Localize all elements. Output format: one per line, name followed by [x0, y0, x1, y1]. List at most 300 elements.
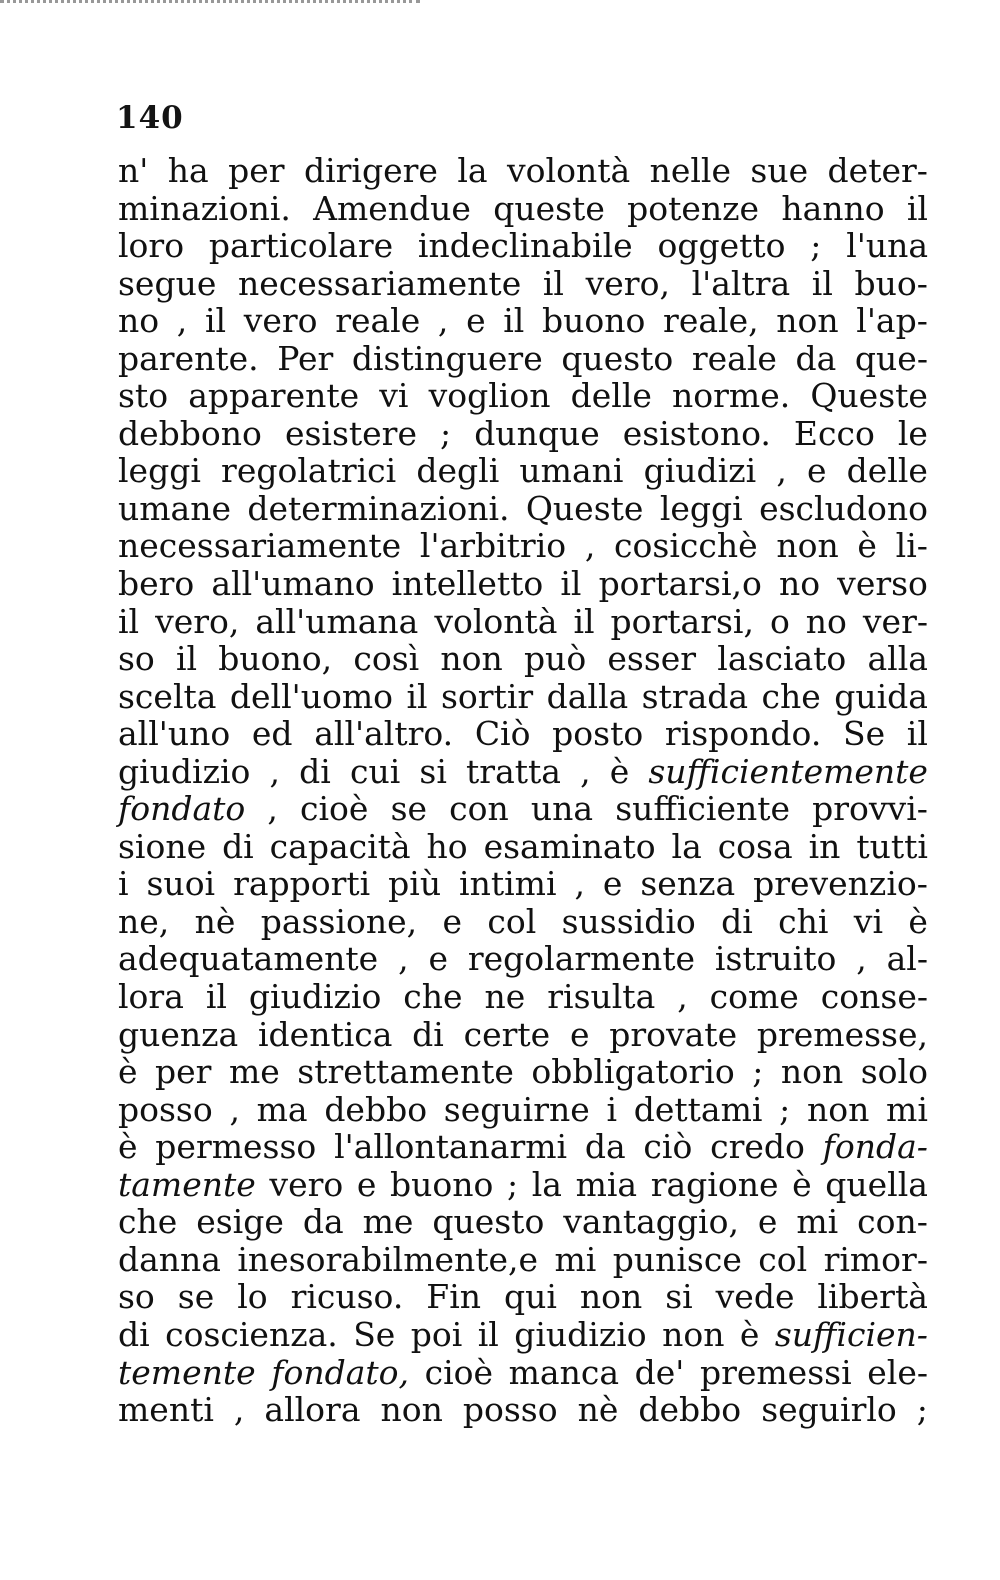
text-line [118, 1016, 928, 1054]
word: non [776, 301, 839, 341]
word: vero, [155, 601, 240, 641]
word: e [602, 864, 623, 904]
word: istruito [714, 939, 837, 979]
word: se [390, 789, 428, 829]
word: senza [640, 864, 736, 904]
word: e [428, 939, 448, 979]
word: al- [886, 939, 928, 979]
word: lora [118, 977, 184, 1017]
word: capacità [269, 826, 411, 866]
text-line [118, 1316, 928, 1354]
word: sortir [440, 676, 534, 716]
word: lo [237, 1277, 268, 1317]
word: cioè [300, 789, 369, 829]
word: strettamente [297, 1052, 514, 1092]
word: cui [349, 751, 401, 791]
word: ; [810, 226, 822, 266]
text-line [118, 1128, 928, 1166]
word: questo [432, 1202, 545, 1242]
word: ; [506, 1164, 519, 1204]
word: esistono. [622, 413, 771, 453]
word: chi [778, 901, 829, 941]
word: può [523, 639, 587, 679]
word: per [228, 151, 285, 190]
word: apparente [188, 376, 360, 416]
word: vantaggio, [563, 1202, 739, 1242]
word: è [908, 901, 928, 941]
word: delle [570, 376, 652, 416]
word: la [531, 1164, 562, 1204]
word: Se [842, 714, 886, 754]
word: deter- [827, 151, 928, 190]
body-text [118, 152, 928, 1429]
word: provvi- [812, 789, 928, 829]
word: è [739, 1314, 760, 1354]
word: giudizio [248, 977, 382, 1017]
word: esistere [284, 413, 417, 453]
word: ne, [118, 901, 170, 941]
word: Ecco [793, 413, 875, 453]
word: che [403, 977, 463, 1017]
word: vi [379, 376, 409, 416]
word: prevenzio- [753, 864, 928, 904]
word: n' [118, 151, 149, 190]
text-line [118, 1053, 928, 1091]
word: il [906, 714, 928, 754]
word: , [584, 526, 596, 566]
word: leggi [659, 488, 743, 528]
italic-word: sufficientemente [648, 751, 928, 791]
word: giudizio [118, 751, 251, 791]
word: così [353, 639, 420, 679]
word: che [118, 1202, 178, 1242]
text-line [118, 1391, 928, 1429]
word: delle [846, 451, 928, 491]
word: buono [390, 1164, 494, 1204]
word: conse- [820, 977, 928, 1017]
word: minazioni. [118, 188, 291, 228]
word: la [457, 151, 488, 190]
word: esaminato [483, 826, 656, 866]
word: loro [118, 226, 185, 266]
word: buono [542, 301, 646, 341]
word: e [569, 1014, 590, 1054]
word: quella [825, 1164, 928, 1204]
word: dell'uomo [229, 676, 393, 716]
text-line [118, 227, 928, 265]
word: no [778, 564, 821, 604]
word: debbo [324, 1089, 428, 1129]
word: ; [916, 1390, 928, 1430]
word: regolatrici [221, 451, 397, 491]
word: con- [857, 1202, 928, 1242]
word: cosicchè [614, 526, 758, 566]
text-line [118, 1241, 928, 1279]
word: posto [552, 714, 644, 754]
text-line [118, 603, 928, 641]
word: posso [462, 1390, 558, 1430]
word: è [857, 526, 877, 566]
italic-word: temente [118, 1352, 256, 1392]
word: il [542, 263, 564, 303]
word: segue [118, 263, 217, 303]
word: esser [607, 639, 697, 679]
word: provate [609, 1014, 738, 1054]
word: debbono [118, 413, 262, 453]
word: necessariamente [118, 526, 402, 566]
word: ; [779, 1089, 791, 1129]
word: il [205, 977, 227, 1017]
word: ne [484, 977, 526, 1017]
word: vero [243, 301, 318, 341]
text-line [118, 865, 928, 903]
word: nè [577, 1390, 619, 1430]
word: sione [118, 826, 207, 866]
word: all'altro. [314, 714, 454, 754]
word: il [477, 1314, 499, 1354]
word: posso [118, 1089, 213, 1129]
word: hanno [781, 188, 885, 228]
word: l'una [846, 226, 928, 266]
word: me [228, 1052, 280, 1092]
word: que- [854, 338, 928, 378]
text-line [118, 753, 928, 791]
word: il [176, 639, 198, 679]
word: tratta [466, 751, 561, 791]
word: di [118, 1314, 150, 1354]
word: , [677, 977, 688, 1017]
word: sue [750, 151, 809, 190]
word: parente. [118, 338, 259, 378]
italic-word: fondato, [271, 1352, 410, 1392]
word: i [606, 1089, 618, 1129]
word: so [118, 639, 155, 679]
word: , [437, 301, 449, 341]
word: il [560, 564, 582, 604]
word: potenze [627, 188, 760, 228]
word: le [897, 413, 928, 453]
word: guenza [118, 1014, 239, 1054]
word: verso [837, 564, 928, 604]
word: , [176, 301, 188, 341]
word: , [229, 1089, 240, 1129]
word: per [155, 1052, 212, 1092]
word: è [792, 1164, 812, 1204]
word: di [721, 901, 753, 941]
word: i [118, 864, 129, 904]
word: credo [710, 1127, 805, 1167]
italic-word: tamente [118, 1164, 256, 1204]
word: reale [691, 338, 777, 378]
word: poi [410, 1314, 463, 1354]
word: o [769, 601, 790, 641]
word: l'allontanarmi [334, 1127, 568, 1167]
word: la [671, 826, 702, 866]
word: di [299, 751, 331, 791]
word: in [808, 826, 841, 866]
word: all'uno [118, 714, 231, 754]
word: col [487, 901, 537, 941]
word: portarsi, [610, 601, 754, 641]
text-line [118, 715, 928, 753]
word: , [776, 451, 787, 491]
word: ed [251, 714, 293, 754]
word: buo- [854, 263, 928, 303]
word: come [709, 977, 799, 1017]
word: è [609, 751, 630, 791]
word: allora [264, 1390, 361, 1430]
word: , [574, 864, 585, 904]
word: l'ap- [856, 301, 928, 341]
word: dunque [474, 413, 600, 453]
word: ciò [643, 1127, 693, 1167]
text-line [118, 828, 928, 866]
word: l'arbitrio [419, 526, 567, 566]
word: il [118, 601, 140, 641]
word: l'altra [691, 263, 791, 303]
word: , [580, 751, 591, 791]
word: identica [257, 1014, 393, 1054]
text-line [118, 978, 928, 1016]
text-line [118, 1278, 928, 1316]
word: il [811, 263, 833, 303]
word: ha [167, 151, 209, 190]
italic-word: fondato [118, 789, 246, 829]
word: è [118, 1127, 138, 1167]
word: distinguere [351, 338, 543, 378]
word: premessi [699, 1352, 852, 1392]
word: dettami [633, 1089, 763, 1129]
word: sussidio [561, 901, 696, 941]
word: ; [752, 1052, 764, 1092]
word: più [388, 864, 442, 904]
word: il [204, 301, 227, 341]
word: col [758, 1239, 808, 1279]
word: portarsi,o [598, 564, 762, 604]
word: no [805, 601, 847, 641]
word: bero [118, 564, 195, 604]
word: Queste [525, 488, 644, 528]
word: all'umano [211, 564, 375, 604]
word: norme. [672, 376, 791, 416]
word: e [806, 451, 827, 491]
word: intelletto [391, 564, 544, 604]
word: rimor- [823, 1239, 928, 1279]
word: Amendue [313, 188, 471, 228]
word: sto [118, 376, 169, 416]
word: premesse, [756, 1014, 928, 1054]
text-line [118, 903, 928, 941]
word: cioè [424, 1352, 494, 1392]
word: non [440, 639, 503, 679]
word: punisce [612, 1239, 742, 1279]
word: di [222, 826, 254, 866]
word: con [449, 789, 509, 829]
word: particolare [208, 226, 394, 266]
word: rispondo. [664, 714, 822, 754]
word: risulta [547, 977, 656, 1017]
text-line [118, 1203, 928, 1241]
italic-word: sufficien- [774, 1314, 928, 1354]
word: voglion [428, 376, 551, 416]
word: Se [353, 1314, 396, 1354]
word: dalla [546, 676, 629, 716]
word: Queste [810, 376, 928, 416]
text-line [118, 527, 928, 565]
word: mi [554, 1239, 597, 1279]
text-line [118, 790, 928, 828]
word: guida [834, 676, 928, 716]
word: buono, [218, 639, 333, 679]
text-line [118, 190, 928, 228]
word: si [419, 751, 447, 791]
word: vero [269, 1164, 344, 1204]
word: cosa [717, 826, 793, 866]
text-line [118, 940, 928, 978]
word: si [665, 1277, 693, 1317]
word: Per [277, 338, 334, 378]
word: da [795, 338, 837, 378]
word: che [761, 676, 821, 716]
word: certe [463, 1014, 551, 1054]
word: volontà [507, 151, 631, 190]
word: passione, [260, 901, 418, 941]
word: Fin [426, 1277, 482, 1317]
word: strada [641, 676, 749, 716]
word: coscienza. [165, 1314, 338, 1354]
word: di [412, 1014, 444, 1054]
word: reale, [663, 301, 759, 341]
word: vi [853, 901, 883, 941]
page-number: 140 [116, 100, 184, 136]
word: esige [196, 1202, 284, 1242]
word: , [398, 939, 409, 979]
word: ; [440, 413, 452, 453]
word: rapporti [233, 864, 371, 904]
word: vero, [585, 263, 670, 303]
word: il [573, 601, 595, 641]
word: mi [796, 1202, 839, 1242]
word: alla [867, 639, 928, 679]
italic-word: fonda- [822, 1127, 928, 1167]
word: ragione [650, 1164, 779, 1204]
word: non [806, 1089, 870, 1129]
word: de' [634, 1352, 685, 1392]
word: non [380, 1390, 443, 1430]
word: e [466, 301, 486, 341]
word: non [780, 1052, 844, 1092]
word: una [530, 789, 594, 829]
word: da [302, 1202, 344, 1242]
word: inesorabilmente,e [237, 1239, 539, 1279]
word: adequatamente [118, 939, 379, 979]
word: all'umana [255, 601, 419, 641]
word: libertà [817, 1277, 928, 1317]
word: queste [493, 188, 605, 228]
word: permesso [155, 1127, 317, 1167]
word: mi [886, 1089, 928, 1129]
word: volontà [434, 601, 558, 641]
word: danna [118, 1239, 221, 1279]
word: me [362, 1202, 414, 1242]
word: ver- [862, 601, 928, 641]
text-line [118, 340, 928, 378]
word: lasciato [717, 639, 847, 679]
word: , [856, 939, 867, 979]
word: necessariamente [238, 263, 522, 303]
word: questo [561, 338, 674, 378]
word: giudizi [643, 451, 757, 491]
text-line [118, 1354, 928, 1392]
word: tutti [856, 826, 928, 866]
word: reale [335, 301, 421, 341]
word: mia [575, 1164, 638, 1204]
word: , [267, 789, 278, 829]
word: nè [194, 901, 236, 941]
word: non [579, 1277, 643, 1317]
word: Ciò [474, 714, 531, 754]
word: se [177, 1277, 215, 1317]
word: determinazioni. [247, 488, 510, 528]
word: intimi [459, 864, 557, 904]
word: e [757, 1202, 778, 1242]
text-line [118, 565, 928, 603]
word: ele- [867, 1352, 928, 1392]
word: no [118, 301, 160, 341]
word: il [406, 676, 428, 716]
word: indeclinabile [417, 226, 633, 266]
word: ho [426, 826, 468, 866]
word: regolarmente [467, 939, 696, 979]
word: scelta [118, 676, 217, 716]
word: leggi [118, 451, 201, 491]
word: dirigere [303, 151, 438, 190]
text-line [118, 265, 928, 303]
word: qui [503, 1277, 557, 1317]
word: oggetto [657, 226, 786, 266]
text-line [118, 302, 928, 340]
text-line [118, 1091, 928, 1129]
text-line [118, 415, 928, 453]
word: ricuso. [290, 1277, 404, 1317]
word: obbligatorio [531, 1052, 735, 1092]
word: manca [508, 1352, 620, 1392]
text-line [118, 640, 928, 678]
word: nelle [649, 151, 731, 190]
text-line [118, 452, 928, 490]
text-line [118, 377, 928, 415]
word: suoi [146, 864, 216, 904]
word: giudizio [514, 1314, 647, 1354]
word: umani [519, 451, 624, 491]
word: umane [118, 488, 232, 528]
word: degli [416, 451, 500, 491]
word: è [118, 1052, 138, 1092]
word: , [233, 1390, 245, 1430]
text-line [118, 678, 928, 716]
word: seguirlo [761, 1390, 897, 1430]
word: menti [118, 1390, 214, 1430]
word: escludono [759, 488, 928, 528]
word: e [356, 1164, 377, 1204]
word: , [269, 751, 281, 791]
text-line [118, 152, 928, 190]
word: li- [895, 526, 928, 566]
word: non [776, 526, 839, 566]
word: e [442, 901, 463, 941]
word: non [662, 1314, 725, 1354]
text-line [118, 490, 928, 528]
